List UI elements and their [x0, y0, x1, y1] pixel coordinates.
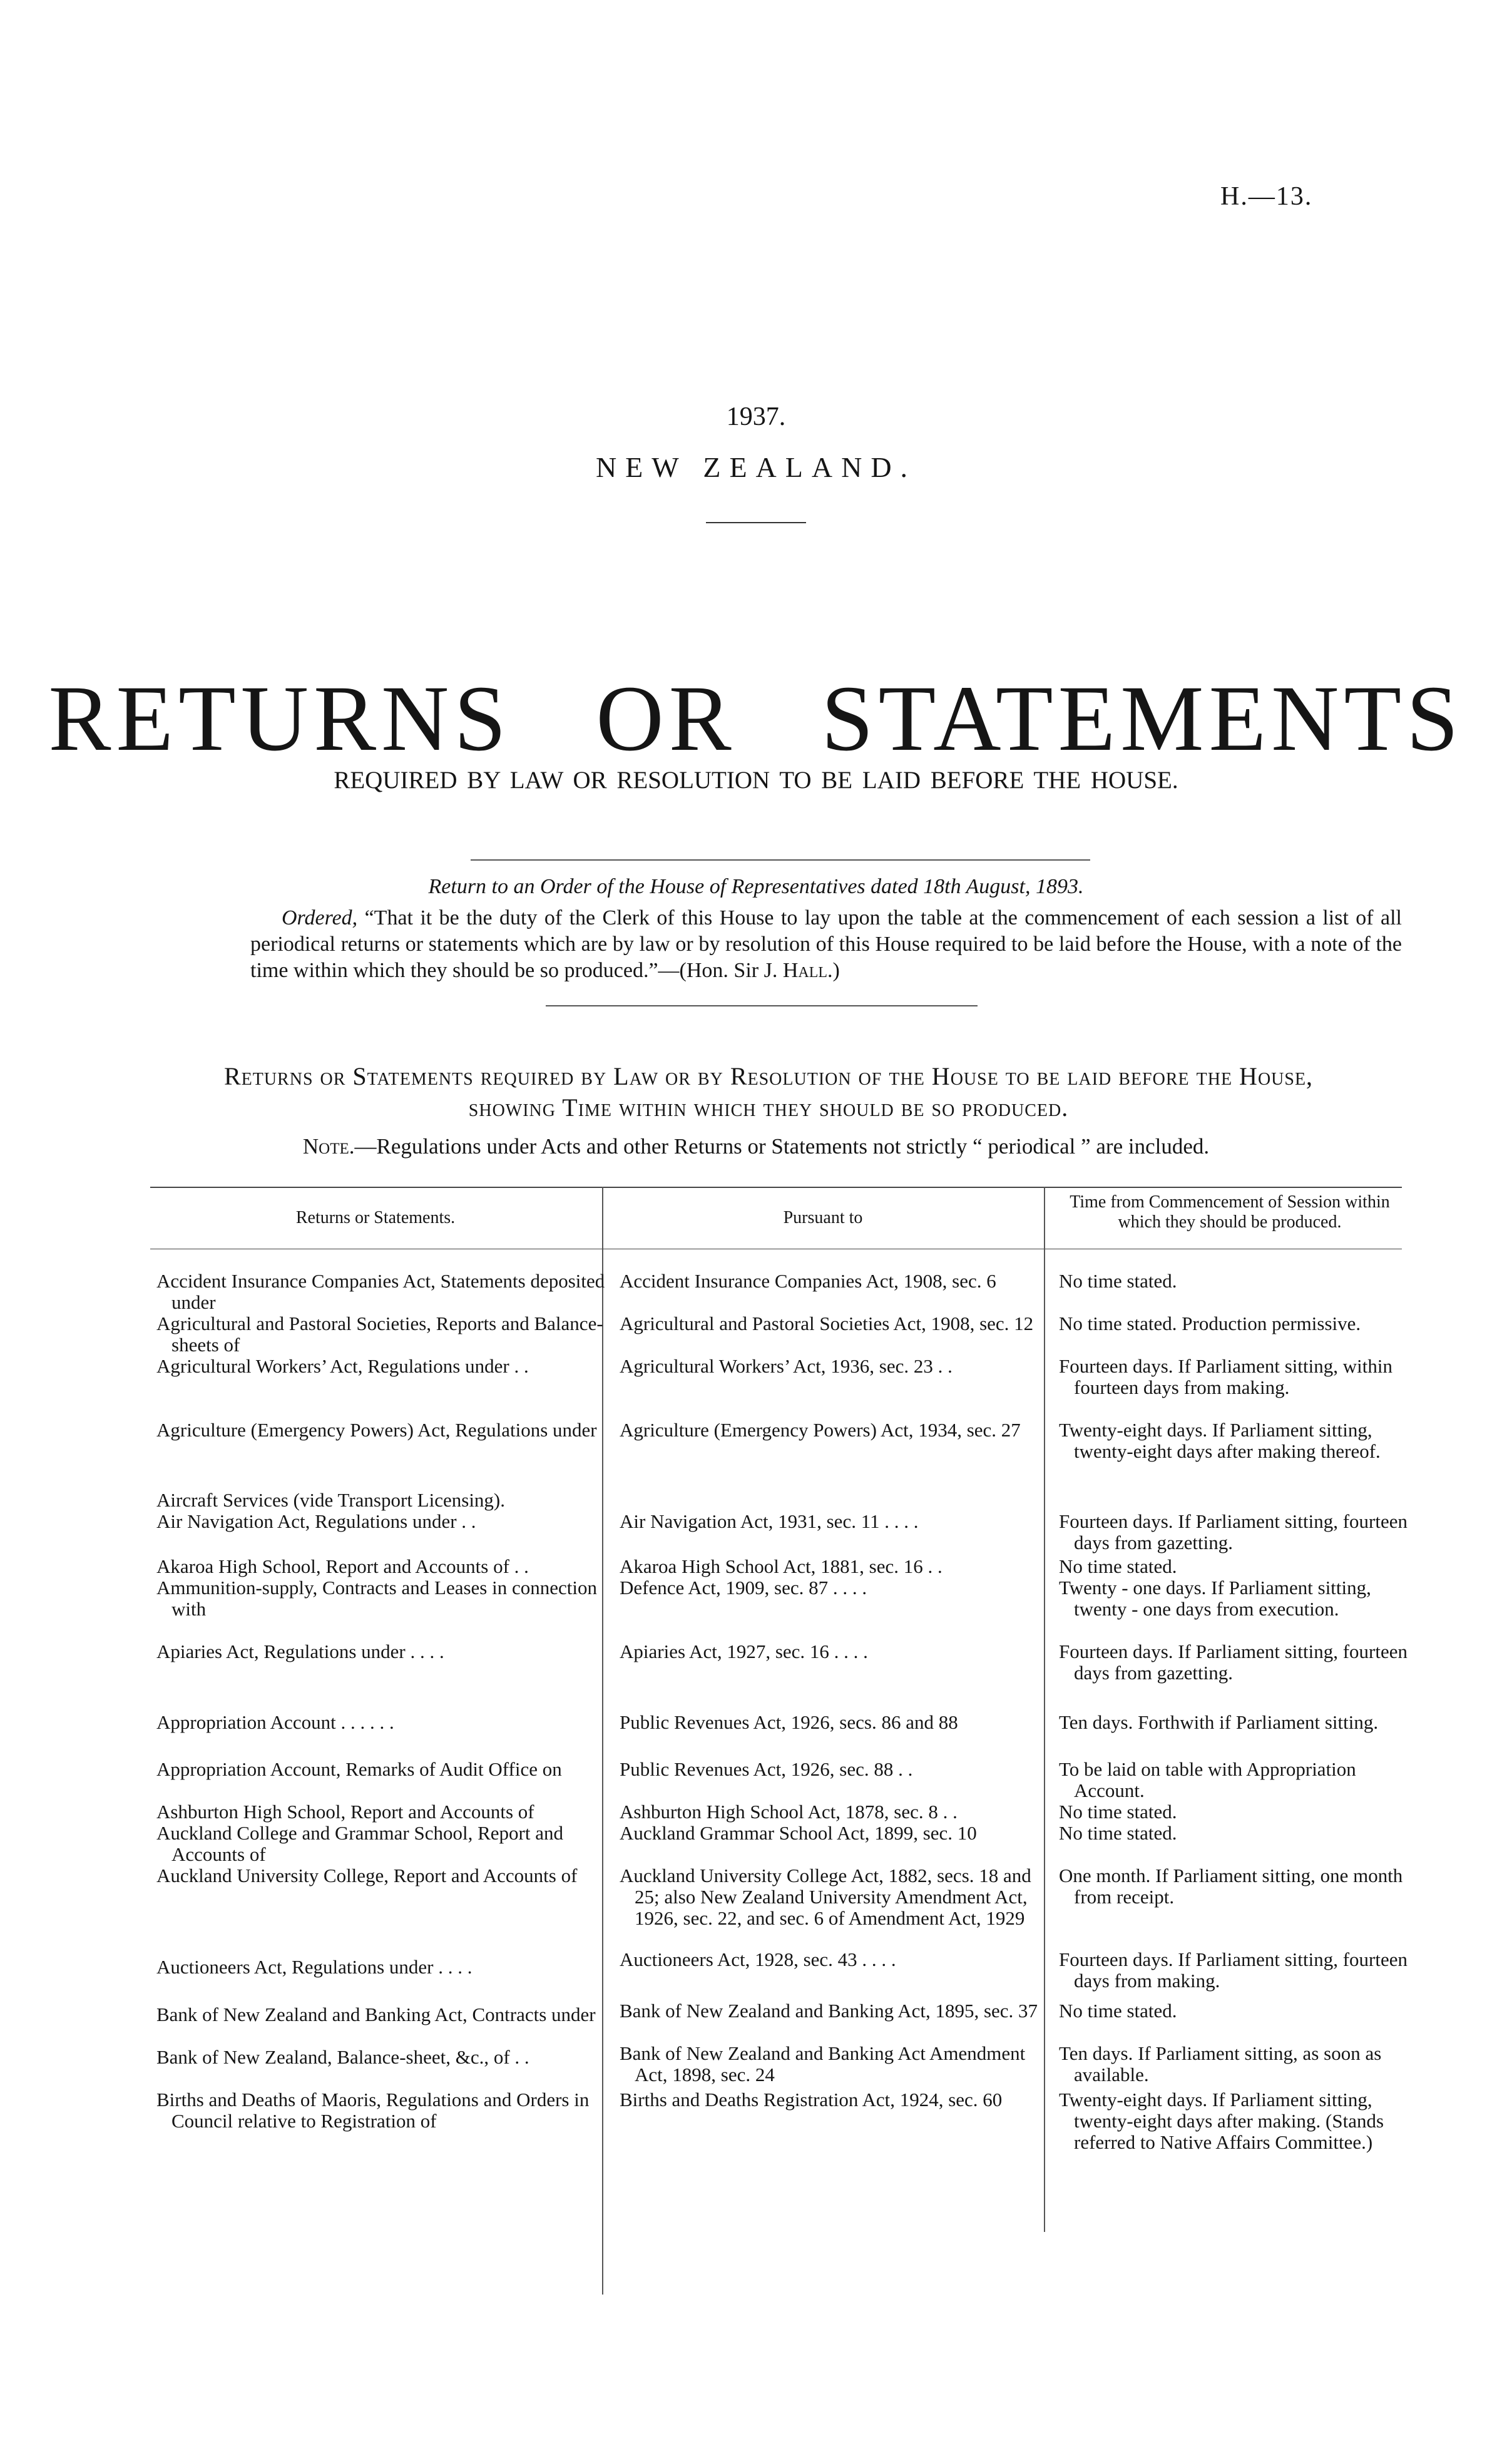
note-label: Note. — [302, 1134, 355, 1159]
table-row-pursuant: Auctioneers Act, 1928, sec. 43 . . . . — [620, 1948, 896, 1970]
table-row-pursuant: Apiaries Act, 1927, sec. 16 . . . . — [620, 1640, 868, 1662]
table-row-time: No time stated. — [1059, 1801, 1177, 1823]
table-row-pursuant: Auckland University College Act, 1882, secs. 18 and 25; also New Zealand University Amendment Act, 1926, sec. 22, and sec. 6 of Amendment Act, 1929 — [620, 1865, 1031, 1929]
table-row-time: Twenty-eight days. If Parliament sitting, twenty-eight days after making. (Stands referred to Native Affairs Committee.) — [1059, 2089, 1384, 2153]
ordered-text: “That it be the duty of the Clerk of this House to lay upon the table at the commencement of each session a list of all periodical returns or statements which are by law or by resolution of this House required to be laid before the House, with a note of the time within which they should be so produced.”—(Hon. Sir J. — [250, 906, 1402, 982]
table-row-pursuant: Air Navigation Act, 1931, sec. 11 . . . . — [620, 1510, 919, 1532]
column-header-pursuant: Pursuant to — [783, 1208, 863, 1227]
table-row-returns: Auckland College and Grammar School, Report and Accounts of — [156, 1822, 563, 1865]
table-row-pursuant: Public Revenues Act, 1926, secs. 86 and 88 — [620, 1711, 958, 1733]
table-row-pursuant: Accident Insurance Companies Act, 1908, sec. 6 — [620, 1270, 996, 1292]
return-order-line: Return to an Order of the House of Representatives dated 18th August, 1893. — [428, 875, 1084, 898]
column-header-time: Time from Commencement of Session within which they should be produced. — [1070, 1192, 1390, 1232]
table-row-returns: Accident Insurance Companies Act, Statements deposited under — [156, 1270, 605, 1313]
table-row-returns: Agricultural Workers’ Act, Regulations under . . — [156, 1355, 529, 1377]
table-row-time: Twenty - one days. If Parliament sitting, twenty - one days from execution. — [1059, 1577, 1371, 1620]
note-text: —Regulations under Acts and other Returns or Statements not strictly “ periodical ” are included. — [354, 1134, 1210, 1159]
divider — [471, 859, 1090, 861]
table-heading-line1: Returns or Statements required by Law or by Resolution of the House to be laid before the House, — [223, 1062, 1314, 1090]
table-row-pursuant: Ashburton High School Act, 1878, sec. 8 . . — [620, 1801, 958, 1823]
table-row-time: No time stated. — [1059, 1270, 1177, 1292]
table-row-time: Ten days. If Parliament sitting, as soon as available. — [1059, 2042, 1382, 2085]
table-row-time: Fourteen days. If Parliament sitting, fourteen days from gazetting. — [1059, 1510, 1408, 1553]
table-row-returns: Aircraft Services (vide Transport Licensing). — [156, 1489, 506, 1511]
table-heading — [138, 1061, 1399, 1123]
table-row-time: No time stated. Production permissive. — [1059, 1313, 1361, 1334]
table-row-returns: Akaroa High School, Report and Accounts of . . — [156, 1555, 529, 1577]
table-row-returns: Births and Deaths of Maoris, Regulations and Orders in Council relative to Registration of — [156, 2089, 590, 2132]
ordered-paragraph — [250, 905, 1402, 984]
table-row-returns: Auckland University College, Report and Accounts of — [156, 1865, 578, 1886]
table-row-pursuant: Defence Act, 1909, sec. 87 . . . . — [620, 1577, 867, 1599]
subtitle: REQUIRED BY LAW OR RESOLUTION TO BE LAID BEFORE THE HOUSE. — [334, 767, 1178, 794]
mover-name: Hall.) — [782, 959, 840, 982]
page-reference: H.—13. — [1220, 182, 1313, 211]
table-row-time: Fourteen days. If Parliament sitting, fourteen days from making. — [1059, 1948, 1408, 1992]
table-row-pursuant: Bank of New Zealand and Banking Act Amendment Act, 1898, sec. 24 — [620, 2042, 1026, 2085]
table-row-pursuant: Agricultural Workers’ Act, 1936, sec. 23 . . — [620, 1355, 953, 1377]
table-row-returns: Agricultural and Pastoral Societies, Reports and Balance-sheets of — [156, 1313, 603, 1356]
table-row-pursuant: Births and Deaths Registration Act, 1924, sec. 60 — [620, 2089, 1003, 2111]
table-row-returns: Agriculture (Emergency Powers) Act, Regulations under — [156, 1419, 597, 1441]
table-row-time: Fourteen days. If Parliament sitting, within fourteen days from making. — [1059, 1355, 1392, 1398]
table-row-pursuant: Agricultural and Pastoral Societies Act, 1908, sec. 12 — [620, 1313, 1034, 1334]
table-row-pursuant: Akaroa High School Act, 1881, sec. 16 . . — [620, 1555, 942, 1577]
table-row-returns: Appropriation Account, Remarks of Audit Office on — [156, 1758, 562, 1780]
table-row-returns: Appropriation Account . . . . . . — [156, 1711, 394, 1733]
divider — [706, 522, 806, 523]
table-top-rule — [150, 1187, 1402, 1188]
table-row-returns: Auctioneers Act, Regulations under . . . . — [156, 1956, 472, 1978]
year: 1937. — [726, 402, 786, 431]
table-row-time: No time stated. — [1059, 1555, 1177, 1577]
table-row-time: Twenty-eight days. If Parliament sitting, twenty-eight days after making thereof. — [1059, 1419, 1381, 1462]
table-row-time: To be laid on table with Appropriation Account. — [1059, 1758, 1356, 1801]
table-row-returns: Ashburton High School, Report and Accounts of — [156, 1801, 534, 1823]
table-row-time: Ten days. Forthwith if Parliament sitting. — [1059, 1711, 1379, 1733]
table-row-returns: Bank of New Zealand and Banking Act, Contracts under — [156, 2003, 596, 2025]
table-heading-line2: showing Time within which they should be so produced. — [468, 1093, 1069, 1122]
ordered-word: Ordered, — [282, 906, 358, 929]
table-row-pursuant: Public Revenues Act, 1926, sec. 88 . . — [620, 1758, 913, 1780]
table-row-time: No time stated. — [1059, 2000, 1177, 2022]
table-row-returns: Air Navigation Act, Regulations under . . — [156, 1510, 476, 1532]
table-row-time: No time stated. — [1059, 1822, 1177, 1844]
main-title: RETURNS OR STATEMENTS — [48, 667, 1464, 770]
table-row-time: One month. If Parliament sitting, one month from receipt. — [1059, 1865, 1403, 1908]
table-row-returns: Apiaries Act, Regulations under . . . . — [156, 1640, 444, 1662]
table-row-time: Fourteen days. If Parliament sitting, fourteen days from gazetting. — [1059, 1640, 1408, 1684]
table-row-returns: Bank of New Zealand, Balance-sheet, &c., of . . — [156, 2046, 529, 2068]
column-header-returns: Returns or Statements. — [295, 1208, 456, 1227]
table-row-pursuant: Agriculture (Emergency Powers) Act, 1934, sec. 27 — [620, 1419, 1021, 1441]
country-heading: NEW ZEALAND. — [595, 451, 917, 483]
table-row-returns: Ammunition-supply, Contracts and Leases in connection with — [156, 1577, 597, 1620]
table-row-pursuant: Auckland Grammar School Act, 1899, sec. 10 — [620, 1822, 977, 1844]
divider — [546, 1005, 978, 1006]
note — [0, 1134, 1512, 1159]
table-row-pursuant: Bank of New Zealand and Banking Act, 1895, sec. 37 — [620, 2000, 1038, 2022]
